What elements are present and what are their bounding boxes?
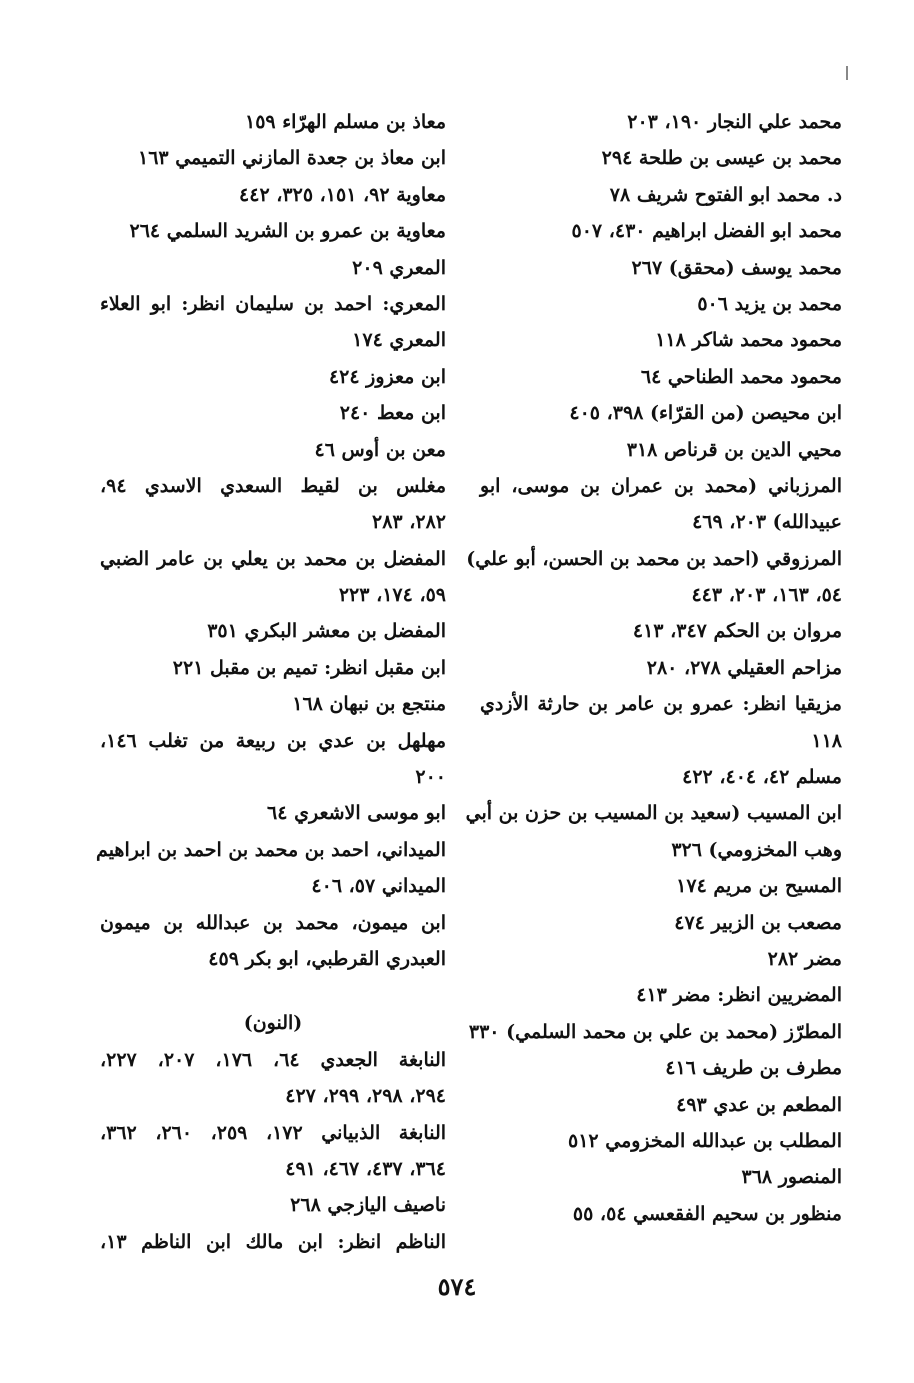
index-entry: معاوية بن عمرو بن الشريد السلمي ٢٦٤ [129, 220, 446, 243]
index-entry: مطرف بن طريف ٤١٦ [665, 1057, 842, 1080]
index-entry: معاوية ٩٢، ١٥١، ٣٢٥، ٤٤٢ [239, 183, 446, 206]
index-entry: النابغة الجعدي ٦٤، ١٧٦، ٢٠٧، ٢٢٧، [100, 1048, 447, 1071]
index-entry: محمود محمد الطناحي ٦٤ [640, 365, 842, 388]
index-entry: الميداني، احمد بن محمد بن احمد بن ابراهيم [96, 838, 446, 861]
index-entry: المفضل بن معشر البكري ٣٥١ [207, 620, 446, 643]
index-entry: ابو موسى الاشعري ٦٤ [267, 802, 446, 825]
index-entry: مزاحم العقيلي ٢٧٨، ٢٨٠ [646, 656, 842, 679]
index-entry: المطلب بن عبدالله المخزومي ٥١٢ [568, 1129, 842, 1152]
index-entry: محمد ابو الفضل ابراهيم ٤٣٠، ٥٠٧ [571, 220, 842, 243]
index-column-right [465, 104, 842, 1232]
index-entry: ابن معط ٢٤٠ [339, 402, 446, 425]
index-entry: محمد بن يزيد ٥٠٦ [697, 292, 842, 315]
index-entry: المسيح بن مريم ١٧٤ [676, 875, 842, 898]
index-entry: مغلس بن لقيط السعدي الاسدي ٩٤، [100, 474, 446, 497]
index-entry: محمود محمد شاكر ١١٨ [655, 329, 842, 352]
index-entry: المطرّز (محمد بن علي بن محمد السلمي) ٣٣٠ [468, 1020, 842, 1043]
index-entry: محمد بن عيسى بن طلحة ٢٩٤ [601, 147, 842, 170]
index-entry: المنصور ٣٦٨ [741, 1166, 842, 1189]
index-column-left [96, 104, 447, 1260]
index-entry-continuation: المعري ١٧٤ [352, 329, 446, 352]
index-entry-continuation: العبدري القرطبي، ابو بكر ٤٥٩ [208, 947, 446, 970]
index-entry: المفضل بن محمد بن يعلي بن عامر الضبي [100, 547, 446, 570]
index-entry: ابن معزوز ٤٢٤ [328, 365, 446, 388]
index-entry: المرزوقي (احمد بن محمد بن الحسن، أبو علي) [466, 547, 842, 570]
index-entry: مزيقيا انظر: عمرو بن عامر بن حارثة الأزدي [480, 693, 842, 716]
index-entry: مروان بن الحكم ٣٤٧، ٤١٣ [632, 620, 842, 643]
index-entry: د. محمد ابو الفتوح شريف ٧٨ [609, 183, 842, 206]
index-entry: محمد علي النجار ١٩٠، ٢٠٣ [627, 111, 842, 133]
index-entry: ناصيف اليازجي ٢٦٨ [290, 1194, 446, 1217]
index-entry: محمد يوسف (محقق) ٢٦٧ [631, 256, 842, 279]
index-entry-continuation: وهب المخزومي) ٣٢٦ [671, 838, 842, 861]
index-entry: المطعم بن عدي ٤٩٣ [676, 1093, 842, 1116]
index-entry: ابن محيصن (من القرّاء) ٣٩٨، ٤٠٥ [569, 402, 842, 425]
index-entry: مضر ٢٨٢ [767, 947, 842, 970]
spacer [100, 977, 446, 1005]
section-heading: (النون) [243, 1012, 303, 1035]
page-number: ٥٧٤ [437, 1272, 477, 1301]
index-entry-continuation: الميداني ٥٧، ٤٠٦ [311, 875, 446, 898]
index-entry-continuation: ٢٩٤، ٢٩٨، ٢٩٩، ٤٢٧ [285, 1085, 446, 1108]
index-entry: معاذ بن مسلم الهرّاء ١٥٩ [244, 111, 446, 133]
index-entry-continuation: ٢٨٢، ٢٨٣ [372, 511, 446, 534]
index-entry: مصعب بن الزبير ٤٧٤ [674, 911, 842, 934]
index-entry-continuation: عبيدالله) ٢٠٣، ٤٦٩ [692, 511, 842, 534]
index-entry: النابغة الذبياني ١٧٢، ٢٥٩، ٢٦٠، ٣٦٢، [100, 1121, 447, 1144]
index-entry: الناظم انظر: ابن مالك ابن الناظم ١٣، [100, 1230, 446, 1253]
index-entry: معن بن أوس ٤٦ [314, 438, 446, 461]
index-entry-continuation: ٣٦٤، ٤٣٧، ٤٦٧، ٤٩١ [285, 1157, 446, 1180]
index-entry-continuation: ٢٠٠ [415, 766, 446, 789]
index-entry: مسلم ٤٢، ٤٠٤، ٤٢٢ [682, 766, 842, 789]
index-entry-continuation: ١١٨ [811, 729, 842, 752]
index-entry: محيي الدين بن قرناص ٣١٨ [626, 438, 842, 461]
index-entry: ابن معاذ بن جعدة المازني التميمي ١٦٣ [137, 147, 446, 170]
index-entry: المضريين انظر: مضر ٤١٣ [636, 984, 842, 1007]
index-entry: ابن ميمون، محمد بن عبدالله بن ميمون [100, 911, 446, 934]
index-entry-continuation: ٥٩، ١٧٤، ٢٢٣ [338, 584, 446, 607]
index-entry: المعري: احمد بن سليمان انظر: ابو العلاء [100, 292, 446, 315]
index-entry: منتجع بن نبهان ١٦٨ [292, 693, 446, 716]
index-entry-continuation: ٥٤، ١٦٣، ٢٠٣، ٤٤٣ [691, 584, 842, 607]
index-entry: المرزباني (محمد بن عمران بن موسى، ابو [480, 474, 842, 497]
index-entry: منظور بن سحيم الفقعسي ٥٤، ٥٥ [572, 1202, 842, 1225]
index-entry: المعري ٢٠٩ [352, 256, 446, 279]
index-entry: ابن مقبل انظر: تميم بن مقبل ٢٢١ [172, 656, 446, 679]
index-entry: ابن المسيب (سعيد بن المسيب بن حزن بن أبي [465, 802, 842, 825]
margin-mark [846, 66, 848, 80]
index-entry: مهلهل بن عدي بن ربيعة من تغلب ١٤٦، [100, 729, 446, 752]
